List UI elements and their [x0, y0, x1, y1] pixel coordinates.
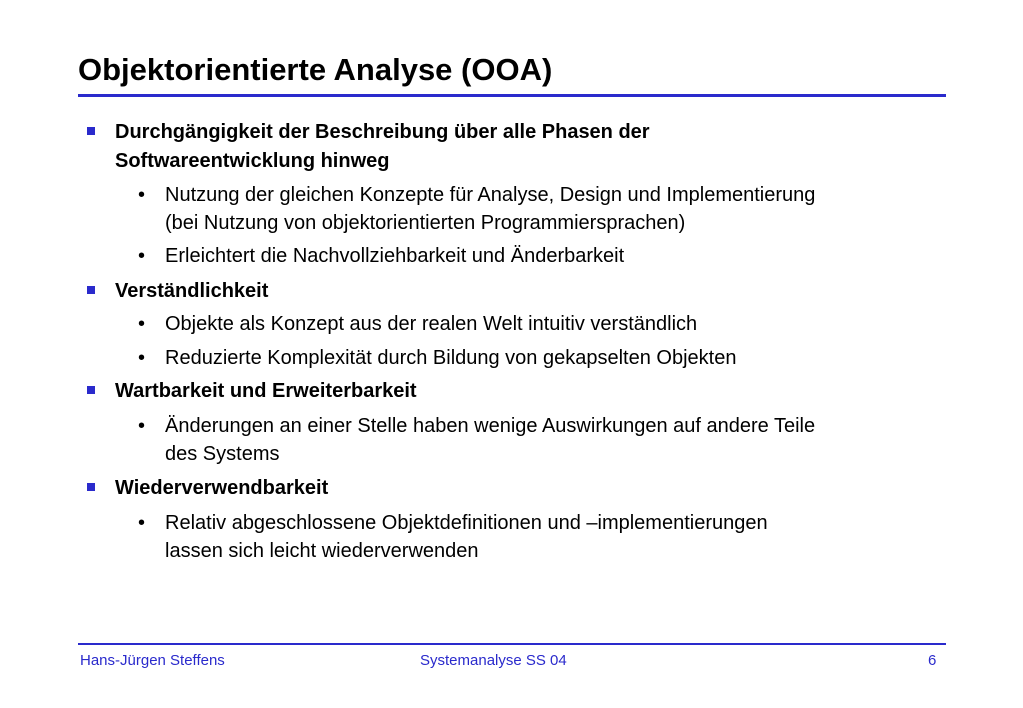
- bullet-text-line: Durchgängigkeit der Beschreibung über alle Phasen der: [115, 121, 650, 143]
- dot-bullet-icon: •: [138, 184, 146, 206]
- sub-bullet-text-line: Relativ abgeschlossene Objektdefinitionen und –implementierungen: [165, 512, 768, 534]
- sub-bullet-text-line: Objekte als Konzept aus der realen Welt intuitiv verständlich: [165, 313, 698, 335]
- sub-bullet-item: [138, 310, 698, 338]
- bullet-text-line: Verständlichkeit: [115, 280, 269, 302]
- sub-bullet-text-line: Erleichtert die Nachvollziehbarkeit und Änderbarkeit: [165, 245, 625, 267]
- sub-bullet-item: [138, 344, 737, 372]
- sub-bullet-text-line: (bei Nutzung von objektorientierten Programmiersprachen): [165, 212, 686, 234]
- sub-bullet-item: [138, 412, 816, 468]
- sub-bullet-text-line: Nutzung der gleichen Konzepte für Analyse, Design und Implementierung: [165, 184, 816, 206]
- dot-bullet-icon: •: [138, 347, 146, 369]
- dot-bullet-icon: •: [138, 415, 146, 437]
- bullet-text-line: Wartbarkeit und Erweiterbarkeit: [115, 380, 417, 402]
- bullet-text-line: Wiederverwendbarkeit: [115, 477, 329, 499]
- bullet-item: [115, 277, 268, 306]
- bullet-item: [115, 118, 650, 176]
- sub-bullet-item: [138, 509, 768, 565]
- footer-author: Hans-Jürgen Steffens: [80, 652, 225, 669]
- sub-bullet-item: [138, 242, 625, 270]
- footer-course: Systemanalyse SS 04: [420, 652, 567, 669]
- sub-bullet-text-line: des Systems: [165, 443, 280, 465]
- slide-title: Objektorientierte Analyse (OOA): [78, 52, 553, 87]
- sub-bullet-text-line: Änderungen an einer Stelle haben wenige Auswirkungen auf andere Teile: [165, 415, 816, 437]
- bullet-text-line: Softwareentwicklung hinweg: [115, 150, 390, 172]
- square-bullet-icon: [87, 127, 95, 135]
- square-bullet-icon: [87, 483, 95, 491]
- footer-page-number: 6: [928, 652, 937, 669]
- dot-bullet-icon: •: [138, 245, 146, 267]
- square-bullet-icon: [87, 286, 95, 294]
- dot-bullet-icon: •: [138, 313, 146, 335]
- bullet-item: [115, 474, 328, 503]
- bullet-item: [115, 377, 417, 406]
- footer-divider: [78, 643, 946, 645]
- square-bullet-icon: [87, 386, 95, 394]
- title-divider: [78, 94, 946, 97]
- dot-bullet-icon: •: [138, 512, 146, 534]
- sub-bullet-text-line: lassen sich leicht wiederverwenden: [165, 540, 479, 562]
- sub-bullet-text-line: Reduzierte Komplexität durch Bildung von gekapselten Objekten: [165, 347, 737, 369]
- sub-bullet-item: [138, 181, 816, 237]
